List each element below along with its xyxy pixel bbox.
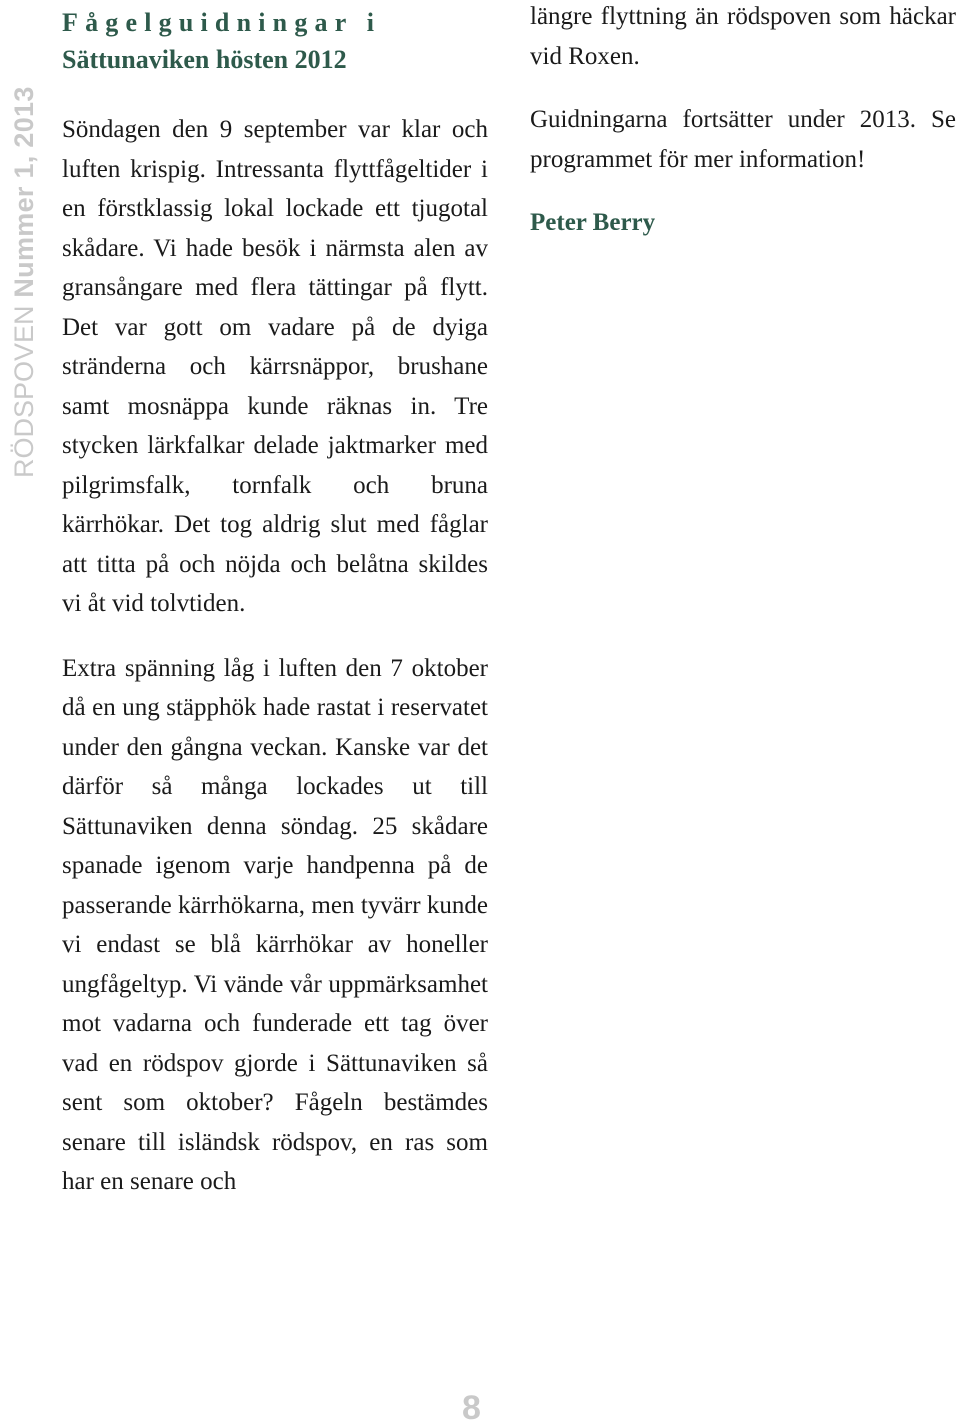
article-title [62, 4, 488, 78]
magazine-issue-label [8, 8, 40, 478]
magazine-name: RÖDSPOVEN [9, 305, 39, 478]
article-title-line2: Sättunaviken hösten 2012 [62, 45, 347, 74]
article-paragraph-1: Söndagen den 9 september var klar och luften krispig. Intressanta flyttfågeltider i en förstklassig lokal lockade ett tjugotal skådare. Vi hade besök i närmsta alen av gransångare med flera tättingar på flytt. Det var gott om vadare på de dyiga stränderna och kärrsnäppor, brushane samt mosnäppa kunde räknas in. Tre stycken lärkfalkar delade jaktmarker med pilgrimsfalk, tornfalk och bruna kärrhökar. Det tog aldrig slut med fåglar att titta på och nöjda och belåtna skildes vi åt vid tolvtiden. [62, 116, 488, 617]
article-author: Peter Berry [530, 209, 656, 236]
article-paragraph-2-continued: längre flyttning än rödspoven som häckar vid Roxen. [530, 3, 956, 70]
issue-number: Nummer 1, 2013 [9, 86, 39, 298]
article-paragraph-2: Extra spänning låg i luften den 7 oktober då en ung stäpphök hade rastat i reservatet under den gångna veckan. Kanske var det därför så många lockades ut till Sättunaviken denna söndag. 25 skådare spanade igenom varje handpenna på de passerande kärrhökarna, men tyvärr kunde vi endast se blå kärrhökar av honeller ungfågeltyp. Vi vände vår uppmärksamhet mot vadarna och funderade ett tag över vad en rödspov gjorde i Sättunaviken så sent som oktober? Fågeln bestämdes senare till isländsk rödspov, en ras som har en senare och [62, 654, 488, 1195]
left-column [62, 0, 488, 1202]
right-column [530, 0, 956, 242]
article-title-line1: Fågelguidningar i [62, 8, 382, 37]
page-number: 8 [462, 1389, 481, 1427]
article-paragraph-3: Guidningarna fortsätter under 2013. Se programmet för mer information! [530, 106, 956, 173]
